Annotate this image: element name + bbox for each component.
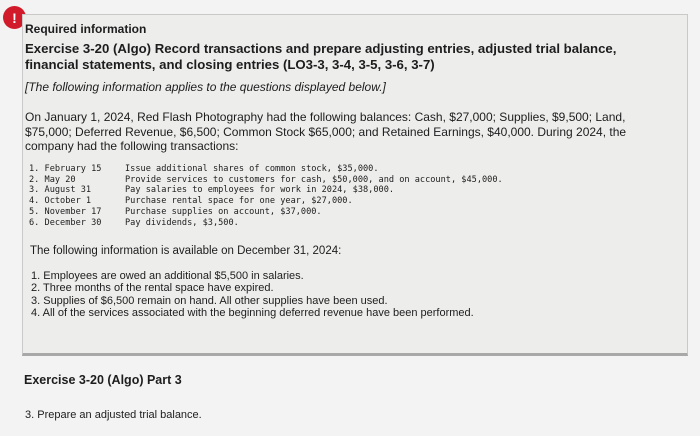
- intro-paragraph: On January 1, 2024, Red Flash Photography had the following balances: Cash, $27,000; Supplies, $9,500; Land, $75,000; Deferred Revenue, $6,500; Common Stock $65,000; and Retained Earnings, $40,000. During 2024, the company had the following transactions:: [25, 110, 627, 153]
- transaction-date: 3. August 31: [29, 185, 92, 196]
- transaction-item: [29, 196, 503, 207]
- adjustment-item: 3. Supplies of $6,500 remain on hand. All other supplies have been used.: [31, 294, 388, 307]
- required-information-heading: Required information: [25, 22, 147, 36]
- question-text: 3. Prepare an adjusted trial balance.: [25, 409, 202, 421]
- transaction-date: 2. May 20: [29, 174, 76, 185]
- transaction-text: Purchase rental space for one year, $27,000.: [125, 196, 353, 207]
- transaction-text: Pay dividends, $3,500.: [125, 217, 239, 228]
- exercise-title: Exercise 3-20 (Algo) Record transactions and prepare adjusting entries, adjusted trial balance, financial statements, and closing entries (LO3-3, 3-4, 3-5, 3-6, 3-7): [25, 41, 617, 72]
- transaction-item: [29, 207, 503, 218]
- applies-note: [The following information applies to the questions displayed below.]: [25, 80, 386, 94]
- part-title: Exercise 3-20 (Algo) Part 3: [24, 373, 182, 387]
- transaction-item: [29, 164, 503, 175]
- alert-icon: !: [3, 6, 26, 29]
- adjustments-list: [31, 270, 474, 320]
- adjustment-item: 4. All of the services associated with the beginning deferred revenue have been performed.: [31, 307, 474, 320]
- transactions-list: [29, 164, 503, 228]
- transaction-text: Issue additional shares of common stock, $35,000.: [125, 164, 379, 174]
- transaction-item: [29, 218, 503, 229]
- transaction-date: 6. December 30: [29, 217, 102, 228]
- transaction-item: [29, 175, 503, 186]
- transaction-item: [29, 185, 503, 196]
- transaction-text: Provide services to customers for cash, $50,000, and on account, $45,000.: [125, 174, 503, 185]
- transaction-text: Pay salaries to employees for work in 2024, $38,000.: [125, 185, 395, 196]
- adjustment-item: 2. Three months of the rental space have expired.: [31, 282, 274, 295]
- transaction-date: 4. October 1: [29, 196, 92, 207]
- transaction-text: Purchase supplies on account, $37,000.: [125, 206, 322, 217]
- transaction-date: 1. February 15: [29, 164, 102, 174]
- available-info-text: The following information is available on December 31, 2024:: [30, 245, 342, 257]
- transaction-date: 5. November 17: [29, 206, 102, 217]
- adjustment-item: 1. Employees are owed an additional $5,500 in salaries.: [31, 270, 304, 282]
